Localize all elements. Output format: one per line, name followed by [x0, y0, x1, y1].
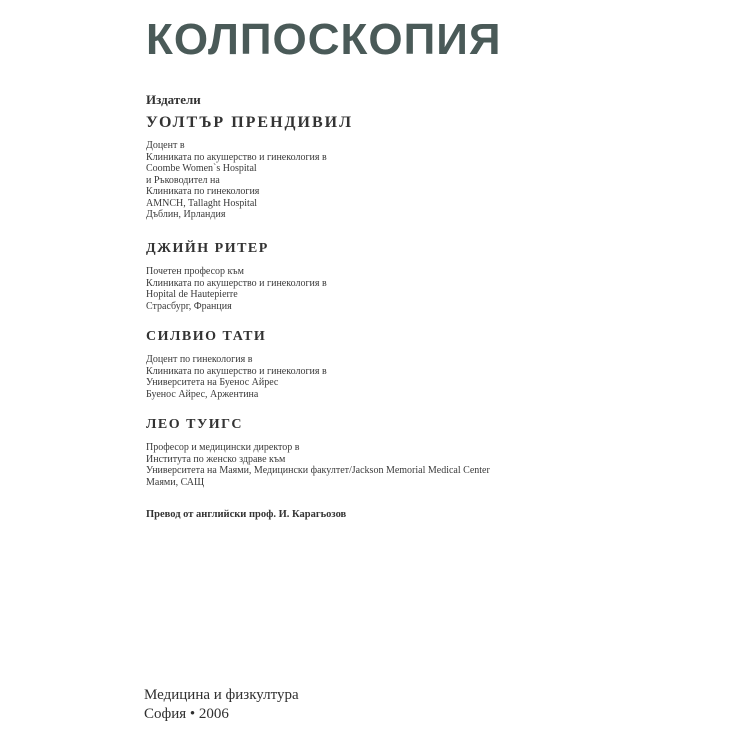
affiliation-line: Почетен професор към — [146, 266, 244, 277]
editor-affiliation — [146, 354, 327, 400]
editor-affiliation — [146, 140, 353, 221]
affiliation-line: Страсбург, Франция — [146, 300, 232, 312]
affiliation-line: Клиниката по акушерство и гинекология в — [146, 151, 327, 163]
editor-affiliation — [146, 442, 490, 488]
translation-credit: Превод от английски проф. И. Карагьозов — [146, 509, 347, 520]
affiliation-line: Доцент в — [146, 140, 185, 151]
editor-twiggs — [146, 416, 490, 488]
affiliation-line: Маями, САЩ — [146, 476, 205, 488]
editor-name: ЛЕО ТУИГС — [146, 417, 243, 432]
editor-name: СИЛВИО ТАТИ — [146, 329, 267, 344]
editor-affiliation — [146, 266, 327, 312]
affiliation-line: Доцент по гинекология в — [146, 354, 253, 365]
editor-ritter — [146, 240, 327, 312]
affiliation-line: Клиниката по акушерство и гинекология в — [146, 365, 327, 377]
editor-name: ДЖИЙН РИТЕР — [146, 241, 269, 256]
affiliation-line: Hopital de Hautepierre — [146, 289, 238, 300]
affiliation-line: Coombe Women`s Hospital — [146, 163, 257, 174]
editor-tatti — [146, 328, 327, 400]
editor-name: УОЛТЪР ПРЕНДИВИЛ — [146, 114, 354, 131]
affiliation-line: Клиниката по акушерство и гинекология в — [146, 277, 327, 289]
affiliation-line: AMNCH, Tallaght Hospital — [146, 197, 258, 209]
publishers-label: Издатели — [146, 92, 201, 107]
editor-prendiville — [146, 114, 353, 221]
affiliation-line: Професор и медицински директор в — [146, 442, 300, 453]
publisher-name: Медицина и физкултура — [144, 687, 299, 703]
place-year: София • 2006 — [144, 706, 229, 722]
imprint — [144, 686, 299, 724]
affiliation-line: Клиниката по гинекология — [146, 186, 260, 197]
affiliation-line: Буенос Айрес, Аржентина — [146, 388, 259, 400]
book-title: КОЛПОСКОПИЯ — [146, 15, 502, 64]
affiliation-line: Дъблин, Ирландия — [146, 209, 226, 220]
affiliation-line: Университета на Буенос Айрес — [146, 377, 279, 388]
affiliation-line: Университета на Маями, Медицински факултет/Jackson Memorial Medical Center — [146, 465, 490, 476]
affiliation-line: Института по женско здраве към — [146, 453, 286, 465]
affiliation-line: и Ръководител на — [146, 174, 220, 186]
